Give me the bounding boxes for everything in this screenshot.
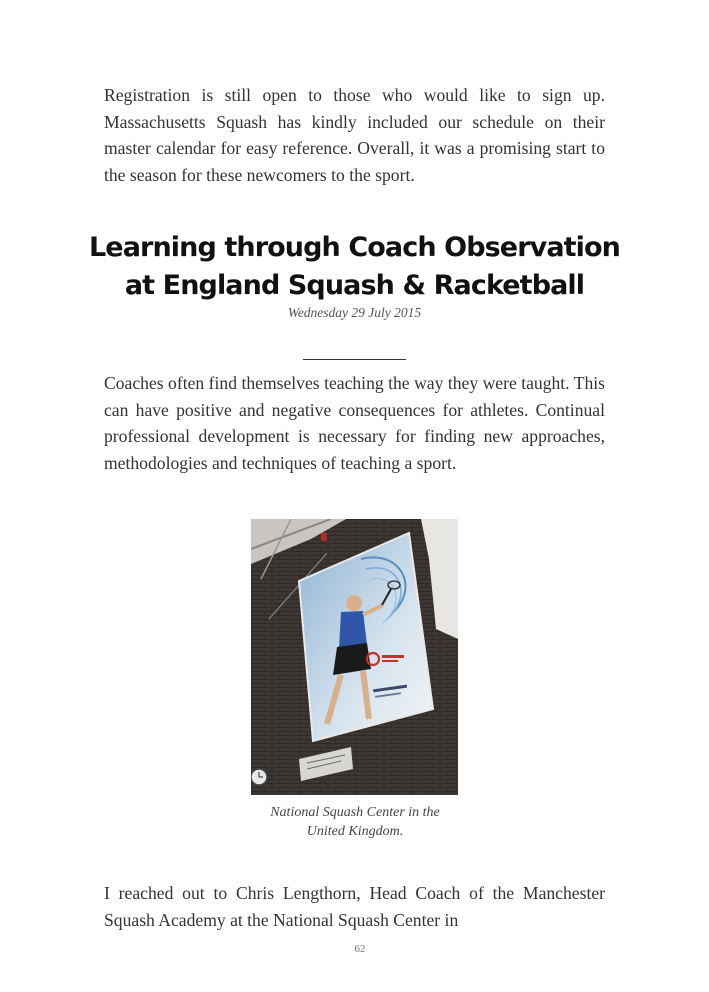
photo-caption-line2: United Kingdom.: [306, 824, 404, 839]
photo-caption-line1: National Squash Center in the: [270, 805, 440, 820]
article-paragraph-1: Coaches often find themselves teaching the way they were taught. This can have positive and negative consequences for athletes. Continual professional development is necessary for finding new approaches, methodologies and techniques of teaching a sport.: [104, 373, 605, 473]
squash-center-photo: [251, 519, 458, 795]
article-paragraph-2: I reached out to Chris Lengthorn, Head Coach of the Manchester Squash Academy at the National Squash Center in: [104, 883, 605, 930]
article-title: [60, 229, 649, 305]
intro-paragraph: Registration is still open to those who would like to sign up. Massachusetts Squash has kindly included our schedule on their master calendar for easy reference. Overall, it was a promising start to the season for these newcomers to the sport.: [104, 85, 605, 185]
photo-caption: [230, 803, 480, 841]
page-number: 62: [354, 943, 366, 955]
article-date: Wednesday 29 July 2015: [287, 305, 422, 320]
separator-rule: [303, 359, 406, 360]
article-title-line2: at England Squash & Racketball: [124, 270, 585, 301]
article-title-line1: Learning through Coach Observation: [89, 232, 620, 263]
